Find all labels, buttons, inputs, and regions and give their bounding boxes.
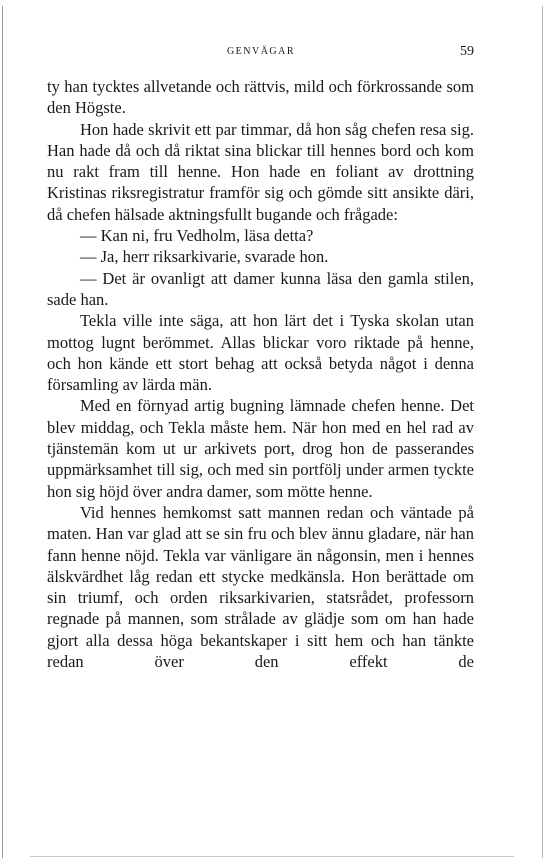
paragraph: Tekla ville inte säga, att hon lärt det i Tyska skolan utan mottog lugnt berömmet. Allas blickar voro riktade på henne, och hon kände ett stort behag att också betyda något i denna församling av lärda män. — [47, 311, 474, 395]
dialogue-line: — Kan ni, fru Vedholm, läsa detta? — [80, 226, 314, 246]
page-edge-left — [2, 6, 3, 858]
dialogue-line: — Ja, herr riksarkivarie, svarade hon. — [80, 247, 329, 267]
page-bottom-edge — [30, 856, 514, 857]
page-edge-right — [542, 6, 543, 858]
running-title: GENVÄGAR — [226, 46, 296, 57]
dialogue-line: — Det är ovanligt att damer kunna läsa den gamla stilen, sade han. — [47, 268, 474, 309]
page-number: 59 — [460, 44, 474, 59]
paragraph: Med en förnyad artig bugning lämnade chefen henne. Det blev middag, och Tekla måste hem. När hon med en hel rad av tjänstemän kom ut ur arkivets port, drog hon de passerandes uppmärksamhet till sig, och med sin portfölj under armen tyckte hon sig höjd över andra damer, som mötte henne. — [47, 396, 474, 501]
page-header — [48, 44, 474, 62]
paragraph-continued: ty han tycktes allvetande och rättvis, mild och förkrossande som den Högste. — [47, 77, 474, 118]
paragraph-last: Vid hennes hemkomst satt mannen redan och väntade på maten. Han var glad att se sin fru och blev ännu gladare, när han fann henne nöjd. Tekla var vänligare än någonsin, men i hennes älskvärdhet låg redan ett stycke medkänsla. Hon berättade om sin triumf, och orden riksarkivarien, statsrådet, professorn regnade på mannen, som strålade av glädje som om han hade gjort alla dessa höga bekantskaper i sitt hem och han tänkte redan över den effekt de — [47, 502, 474, 672]
body-text — [47, 76, 474, 672]
paragraph: Hon hade skrivit ett par timmar, då hon såg chefen resa sig. Han hade då och då riktat sina blickar till hennes bord och kom nu rakt fram till henne. Hon hade en foliant av drottning Kristinas riksregistratur framför sig och gömde sitt ansikte däri, då chefen hälsade aktningsfullt bugande och frågade: — [47, 119, 474, 224]
